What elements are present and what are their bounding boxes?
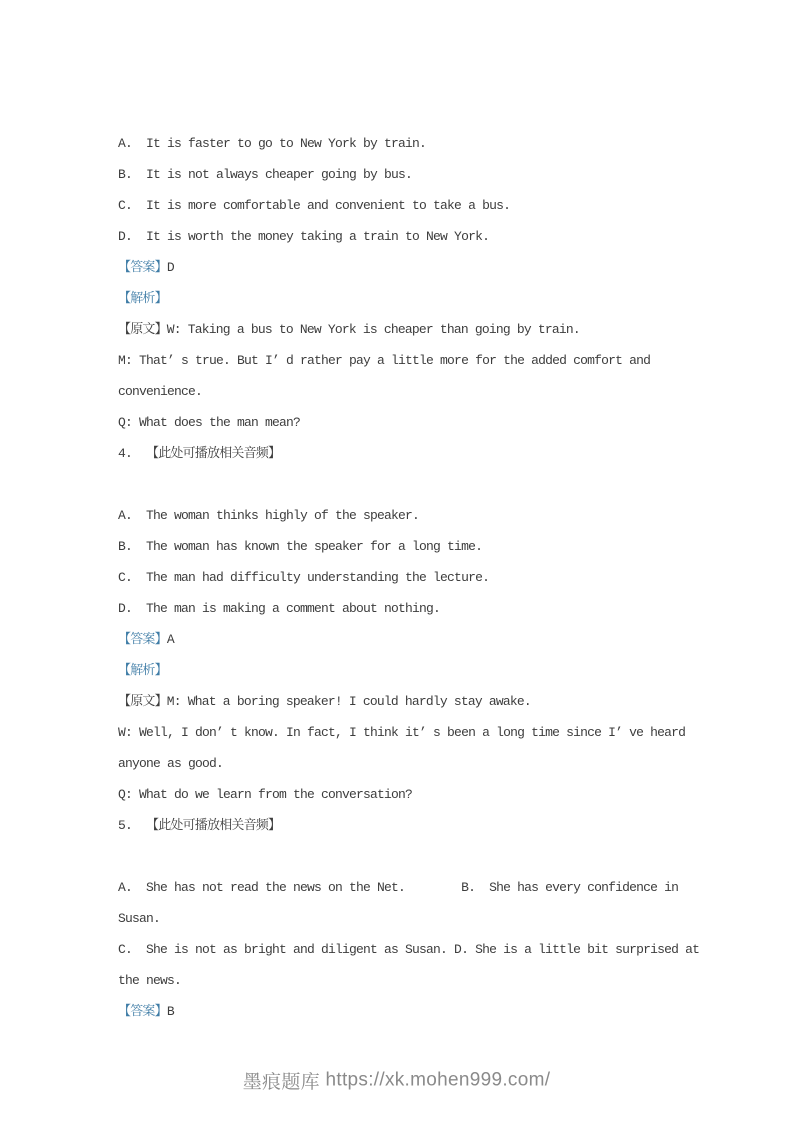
blank-line [118,469,738,500]
text-segment: C. The man had difficulty understanding the lecture. [118,570,490,585]
transcript-line [118,314,738,345]
bracket-label: 【答案】 [118,1004,167,1019]
text-segment: A [166,632,174,647]
option-line-cd-wrap [118,965,738,996]
transcript-line [118,748,738,779]
bracket-label: 【答案】 [118,632,167,647]
explanation-label-line [118,283,738,314]
option-line-a [118,500,738,531]
option-line-c [118,562,738,593]
answer-line [118,996,738,1027]
option-line-d [118,593,738,624]
text-segment: Q: What does the man mean? [118,415,301,430]
bracket-label: 【答案】 [118,260,167,275]
option-line-c [118,190,738,221]
text-segment: 【原文】W: Taking a bus to New York is cheaper than going by train. [118,322,580,337]
text-segment: D. The man is making a comment about nothing. [118,601,441,616]
text-segment: A. It is faster to go to New York by train. [118,136,427,151]
audio-placeholder-line [118,810,738,841]
text-segment: anyone as good. [118,756,224,771]
text-segment: A. The woman thinks highly of the speaker. [118,508,420,523]
text-segment: convenience. [118,384,203,399]
text-segment: D. It is worth the money taking a train to New York. [118,229,490,244]
option-line-cd [118,934,738,965]
text-segment: C. It is more comfortable and convenient to take a bus. [118,198,511,213]
text-segment: Susan. [118,911,161,926]
text-segment: W: Well, I don’ t know. In fact, I think it’ s been a long time since I’ ve heard [118,725,686,740]
text-segment: A. She has not read the news on the Net. B. She has every confidence in [118,880,679,895]
bracket-label: 【解析】 [118,291,167,306]
transcript-line [118,376,738,407]
option-line-ab-wrap [118,903,738,934]
text-segment: B [166,1004,174,1019]
text-segment: B. It is not always cheaper going by bus. [118,167,413,182]
question-line [118,407,738,438]
document-lines [118,128,738,1027]
option-line-d [118,221,738,252]
text-segment: M: That’ s true. But I’ d rather pay a little more for the added comfort and [118,353,651,368]
option-line-b [118,531,738,562]
blank-line [118,841,738,872]
footer-url: https://xk.mohen999.com/ [325,1069,551,1091]
text-segment: 4. 【此处可播放相关音频】 [118,446,281,461]
answer-line [118,624,738,655]
text-segment: D [166,260,174,275]
audio-placeholder-line [118,438,738,469]
footer-site-name: 墨痕题库 [242,1072,320,1093]
text-segment: 5. 【此处可播放相关音频】 [118,818,281,833]
text-segment: C. She is not as bright and diligent as Susan. D. She is a little bit surprised at [118,942,700,957]
explanation-label-line [118,655,738,686]
text-segment: Q: What do we learn from the conversation? [118,787,413,802]
answer-line [118,252,738,283]
page-footer [0,1067,793,1094]
option-line-a [118,128,738,159]
text-segment: the news. [118,973,182,988]
bracket-label: 【解析】 [118,663,167,678]
transcript-line [118,717,738,748]
option-line-ab [118,872,738,903]
option-line-b [118,159,738,190]
transcript-line [118,686,738,717]
text-segment: 【原文】M: What a boring speaker! I could hardly stay awake. [118,694,531,709]
text-segment: B. The woman has known the speaker for a long time. [118,539,483,554]
transcript-line [118,345,738,376]
question-line [118,779,738,810]
